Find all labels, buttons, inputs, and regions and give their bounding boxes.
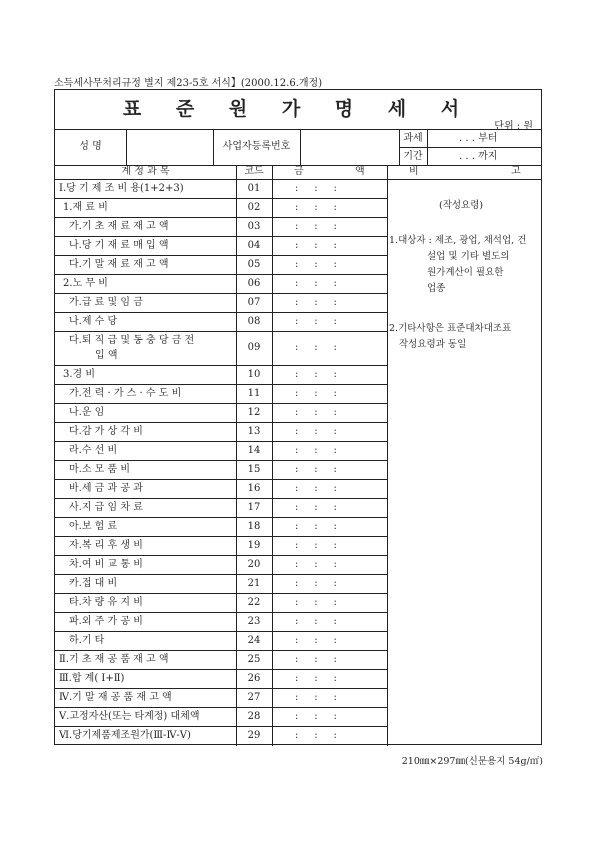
row-code: 23 [247,615,261,627]
biz-number-label: 사업자등록번호 [222,141,291,152]
row-label: 2.노 무 비 [63,278,108,289]
form-header: 소득세사무처리규정 별지 제23-5호 서식】(2000.12.6.개정) [54,78,323,89]
table-row [55,517,387,536]
row-amount-field[interactable]: : : : [295,672,337,684]
row-code: 08 [247,315,261,327]
table-row [55,726,387,745]
row-code: 10 [247,368,261,380]
row-amount-field[interactable]: : : : [295,239,337,251]
row-label: 다.퇴 직 급 및 동 충 당 금 전 [69,335,195,346]
row-label: 다.기 말 재 료 재 고 액 [69,259,169,270]
row-code: 05 [247,258,261,270]
row-code: 17 [247,501,261,513]
unit-label: 단위 : 원 [494,121,533,132]
table-row [55,669,387,688]
row-code: 21 [247,577,261,589]
cost-statement-form [54,89,542,745]
row-label: 가.전 력 · 가 스 · 수 도 비 [69,388,182,399]
table-row [55,612,387,631]
row-code: 02 [247,201,261,213]
table-row [55,365,387,384]
row-label: 바.세 금 과 공 과 [69,483,143,494]
row-code: 26 [247,672,261,684]
period-label: 기간 [403,151,423,162]
table-row [55,479,387,498]
row-label: 타.차 량 유 지 비 [69,597,143,608]
row-code: 24 [247,634,261,646]
row-amount-field[interactable]: : : : [295,482,337,494]
row-label: Ⅲ.합 계( Ⅰ+Ⅱ) [59,673,125,684]
row-amount-field[interactable]: : : : [295,368,337,380]
row-label: 마.소 모 품 비 [69,464,131,475]
table-row [55,198,387,217]
row-label: 1.재 료 비 [63,202,108,213]
row-code: 15 [247,463,261,475]
row-label: Ⅴ.고정자산(또는 타계정) 대체액 [59,711,200,722]
row-code: 20 [247,558,261,570]
row-amount-field[interactable]: : : : [295,634,337,646]
row-code: 03 [247,220,261,232]
table-row [55,593,387,612]
table-row [55,179,387,198]
table-row [55,707,387,726]
row-amount-field[interactable]: : : : [295,201,337,213]
tax-label: 과세 [403,133,423,144]
row-code: 27 [247,691,261,703]
table-row [55,236,387,255]
row-amount-field[interactable]: : : : [295,501,337,513]
table-row [55,650,387,669]
row-label: 나.운 임 [69,407,105,418]
remarks-item-1: 1.대상자 : 제조, 광업, 채석업, 건 설업 및 기타 별도의 원가계산이 필요한 업종 [389,235,527,294]
table-row [55,331,387,365]
row-label: Ⅱ.기 초 재 공 품 재 고 액 [59,654,169,665]
row-amount-field[interactable]: : : : [295,406,337,418]
table-row [55,574,387,593]
row-amount-field[interactable]: : : : [295,729,337,741]
row-code: 06 [247,277,261,289]
table-row [55,460,387,479]
row-label: 나.제 수 당 [69,316,118,327]
row-amount-field[interactable]: : : : [295,615,337,627]
table-row [55,274,387,293]
paper-spec: 210㎜×297㎜(신문용지 54g/㎡) [401,756,543,767]
table-row [55,312,387,331]
row-code: 16 [247,482,261,494]
table-row [55,217,387,236]
row-code: 19 [247,539,261,551]
row-code: 28 [247,710,261,722]
row-code: 25 [247,653,261,665]
amount-column-header-2: 액 [355,166,365,177]
row-label: 파.외 주 가 공 비 [69,616,143,627]
period-to[interactable]: . . . 까지 [459,151,498,162]
amount-column-header: 금 [294,166,304,177]
row-label: Ⅵ.당기제품제조원가(Ⅲ-Ⅳ-Ⅴ) [59,730,191,741]
row-label: 차.여 비 교 통 비 [69,559,143,570]
row-amount-field[interactable]: : : : [295,463,337,475]
row-amount-field[interactable]: : : : [295,558,337,570]
remark-column-header: 비 [409,166,419,177]
table-row [55,422,387,441]
row-label: 가.기 초 재 료 재 고 액 [69,221,169,232]
row-amount-field[interactable]: : : : [295,691,337,703]
row-amount-field[interactable]: : : : [295,596,337,608]
row-amount-field[interactable]: : : : [295,520,337,532]
row-label: 라.수 선 비 [69,445,118,456]
table-row [55,384,387,403]
table-row [55,688,387,707]
name-field[interactable] [127,130,212,164]
row-amount-field[interactable]: : : : [295,277,337,289]
row-label-cont: 입 액 [95,350,118,361]
row-label: 아.보 험 료 [69,521,118,532]
row-code: 13 [247,425,261,437]
code-column-header: 코드 [244,166,264,177]
row-label: 카.접 대 비 [69,578,118,589]
row-amount-field[interactable]: : : : [295,539,337,551]
row-amount-field[interactable]: : : : [295,653,337,665]
row-code: 11 [247,387,261,399]
row-amount-field[interactable]: : : : [295,220,337,232]
row-label: 3.경 비 [63,369,96,380]
row-code: 04 [247,239,261,251]
row-amount-field[interactable]: : : : [295,296,337,308]
row-label: 사.지 급 임 차 료 [69,502,143,513]
table-row [55,555,387,574]
remarks-item-2: 2.기타사항은 표준대차대조표 작성요령과 동일 [389,323,512,350]
table-row [55,403,387,422]
row-amount-field[interactable]: : : : [295,425,337,437]
row-label: 자.복 리 후 생 비 [69,540,143,551]
table-row [55,255,387,274]
row-amount-field[interactable]: : : : [295,342,337,353]
row-code: 18 [247,520,261,532]
table-row [55,631,387,650]
row-amount-field[interactable]: : : : [295,315,337,327]
name-label: 성 명 [79,141,102,152]
row-code: 01 [247,182,261,194]
row-amount-field[interactable]: : : : [295,710,337,722]
table-row [55,498,387,517]
remarks-heading: (작성요령) [439,200,484,211]
row-amount-field[interactable]: : : : [295,444,337,456]
row-amount-field[interactable]: : : : [295,577,337,589]
row-label: Ⅳ.기 말 재 공 품 재 고 액 [59,692,172,703]
form-title: 표 준 원 가 명 세 서 [122,98,474,120]
row-label: 다.감 가 상 각 비 [69,426,143,437]
row-label: 가.급 료 및 임 금 [69,297,143,308]
period-from[interactable]: . . . 부터 [459,133,498,144]
account-column-header: 계 정 과 목 [121,166,170,177]
row-code: 07 [247,296,261,308]
row-code: 14 [247,444,261,456]
remark-column-header-2: 고 [511,166,521,177]
table-row [55,441,387,460]
row-label: 나.당 기 재 료 매 입 액 [69,240,169,251]
row-label: 하.기 타 [69,635,105,646]
row-code: 09 [247,342,261,353]
table-row [55,293,387,312]
row-code: 22 [247,596,261,608]
row-amount-field[interactable]: : : : [295,182,337,194]
row-amount-field[interactable]: : : : [295,258,337,270]
row-label: Ⅰ.당 기 제 조 비 용(1+2+3) [59,183,184,194]
table-row [55,536,387,555]
row-code: 29 [247,729,261,741]
row-code: 12 [247,406,261,418]
row-amount-field[interactable]: : : : [295,387,337,399]
biz-number-field[interactable] [301,130,398,164]
